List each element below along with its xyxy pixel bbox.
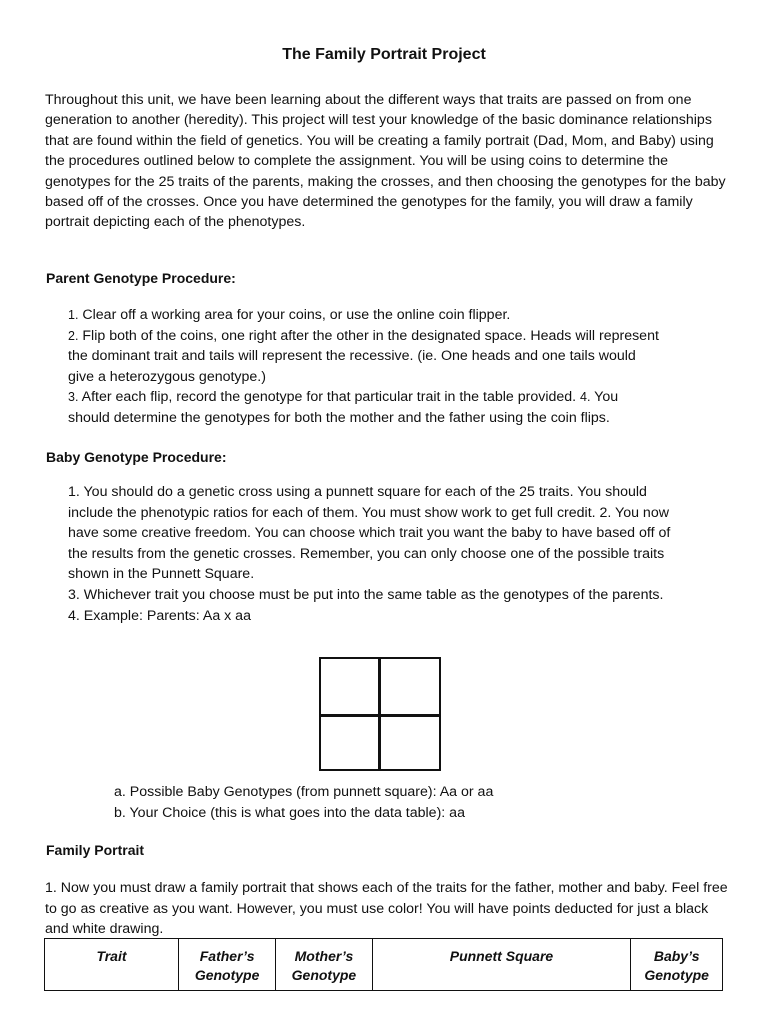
genotype-table — [44, 938, 723, 991]
family-portrait-heading: Family Portrait — [46, 842, 145, 858]
col-father-genotype: Father’s Genotype — [178, 939, 275, 991]
list-item: 3. After each flip, record the genotype for that particular trait in the table provided. 4. You — [68, 389, 619, 406]
baby-procedure-list — [68, 482, 728, 626]
parent-procedure-list — [68, 305, 728, 429]
list-item-continued: should determine the genotypes for both the mother and the father using the coin flips. — [68, 409, 610, 426]
list-item: the results from the genetic crosses. Remember, you can only choose one of the possible traits — [68, 545, 665, 562]
list-item: 2. Flip both of the coins, one right after the other in the designated space. Heads will represent — [68, 327, 659, 344]
punnett-horizontal-line — [321, 714, 439, 717]
col-punnett-square: Punnett Square — [372, 939, 631, 991]
list-item: have some creative freedom. You can choose which trait you want the baby to have based off of — [68, 525, 671, 542]
list-item: 1. You should do a genetic cross using a punnett square for each of the 25 traits. You should — [68, 484, 647, 500]
parent-procedure-heading: Parent Genotype Procedure: — [46, 270, 236, 286]
list-item-continued: the dominant trait and tails will represent the recessive. (ie. One heads and one tails would — [68, 348, 636, 365]
list-item: include the phenotypic ratios for each of them. You must show work to get full credit. 2. You now — [68, 504, 669, 521]
list-item: 4. Example: Parents: Aa x aa — [68, 607, 251, 624]
list-item: 1. Clear off a working area for your coins, or use the online coin flipper. — [68, 307, 511, 323]
col-baby-genotype: Baby’s Genotype — [631, 939, 723, 991]
intro-paragraph: Throughout this unit, we have been learning about the different ways that traits are passed on from one generation to another (heredity). This project will test your knowledge of the basic dominance relationships that are found within the field of genetics. You will be creating a family portrait (Dad, Mom, and Baby) using the procedures outlined below to complete the assignment. You will be using coins to determine the genotypes for the 25 traits of the parents, making the crosses, and then choosing the genotypes for the baby based off of the crosses. Once you have determined the genotypes for the family, you will draw a family portrait depicting each of the phenotypes. — [45, 92, 726, 231]
family-portrait-instructions: 1. Now you must draw a family portrait that shows each of the traits for the father, mother and baby. Feel free to go as creative as you want. However, you must use color! You will have points deducted for just a black and white drawing. — [45, 880, 728, 938]
page-title: The Family Portrait Project — [282, 46, 486, 63]
col-mother-genotype: Mother’s Genotype — [276, 939, 372, 991]
table-header-row — [45, 939, 723, 991]
list-item-continued: give a heterozygous genotype.) — [68, 368, 266, 385]
list-item: 3. Whichever trait you choose must be put into the same table as the genotypes of the parents. — [68, 586, 664, 603]
list-item: shown in the Punnett Square. — [68, 566, 255, 583]
baby-procedure-heading: Baby Genotype Procedure: — [46, 449, 227, 465]
punnett-square-diagram — [319, 657, 441, 771]
example-your-choice: b. Your Choice (this is what goes into the data table): aa — [114, 805, 465, 821]
example-possible-genotypes: a. Possible Baby Genotypes (from punnett square): Aa or aa — [114, 784, 494, 800]
col-trait: Trait — [45, 939, 179, 991]
